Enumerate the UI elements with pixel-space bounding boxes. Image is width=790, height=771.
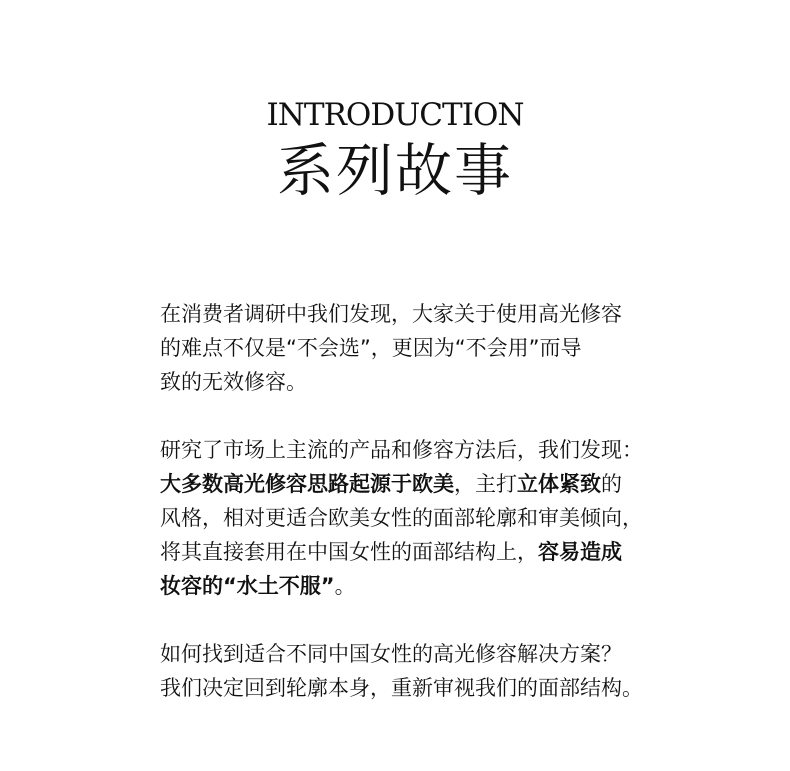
- story-body: [160, 297, 680, 705]
- series-title: 系列故事: [277, 138, 513, 204]
- story-text: 。: [334, 574, 356, 598]
- story-paragraph-3: [160, 637, 680, 705]
- highlight-text: 容易造成: [538, 540, 622, 564]
- story-line-mixed: [160, 569, 680, 603]
- story-line: 的难点不仅是“不会选”，更因为“不会用”而导: [160, 336, 582, 360]
- story-line: 我们决定回到轮廓本身，重新审视我们的面部结构。: [160, 676, 643, 700]
- story-paragraph-1: [160, 297, 680, 399]
- intro-eyebrow: INTRODUCTION: [266, 97, 524, 133]
- highlight-text: 立体紧致: [517, 472, 601, 496]
- story-paragraph-2: [160, 433, 680, 603]
- story-line: 研究了市场上主流的产品和修容方法后，我们发现：: [160, 438, 643, 462]
- intro-heading: [0, 96, 790, 206]
- story-text: 的: [601, 472, 622, 496]
- story-line-mixed: [160, 535, 680, 569]
- story-line: 风格，相对更适合欧美女性的面部轮廓和审美倾向，: [160, 506, 643, 530]
- story-text: 将其直接套用在中国女性的面部结构上，: [160, 540, 538, 564]
- story-line: 如何找到适合不同中国女性的高光修容解决方案？: [160, 642, 622, 666]
- highlight-text: 妆容的“水土不服”: [160, 574, 335, 598]
- story-line: 在消费者调研中我们发现，大家关于使用高光修容: [160, 302, 622, 326]
- story-text: ，主打: [454, 472, 517, 496]
- story-line-mixed: [160, 467, 680, 501]
- highlight-text: 大多数高光修容思路起源于欧美: [160, 472, 454, 496]
- story-line: 致的无效修容。: [160, 370, 307, 394]
